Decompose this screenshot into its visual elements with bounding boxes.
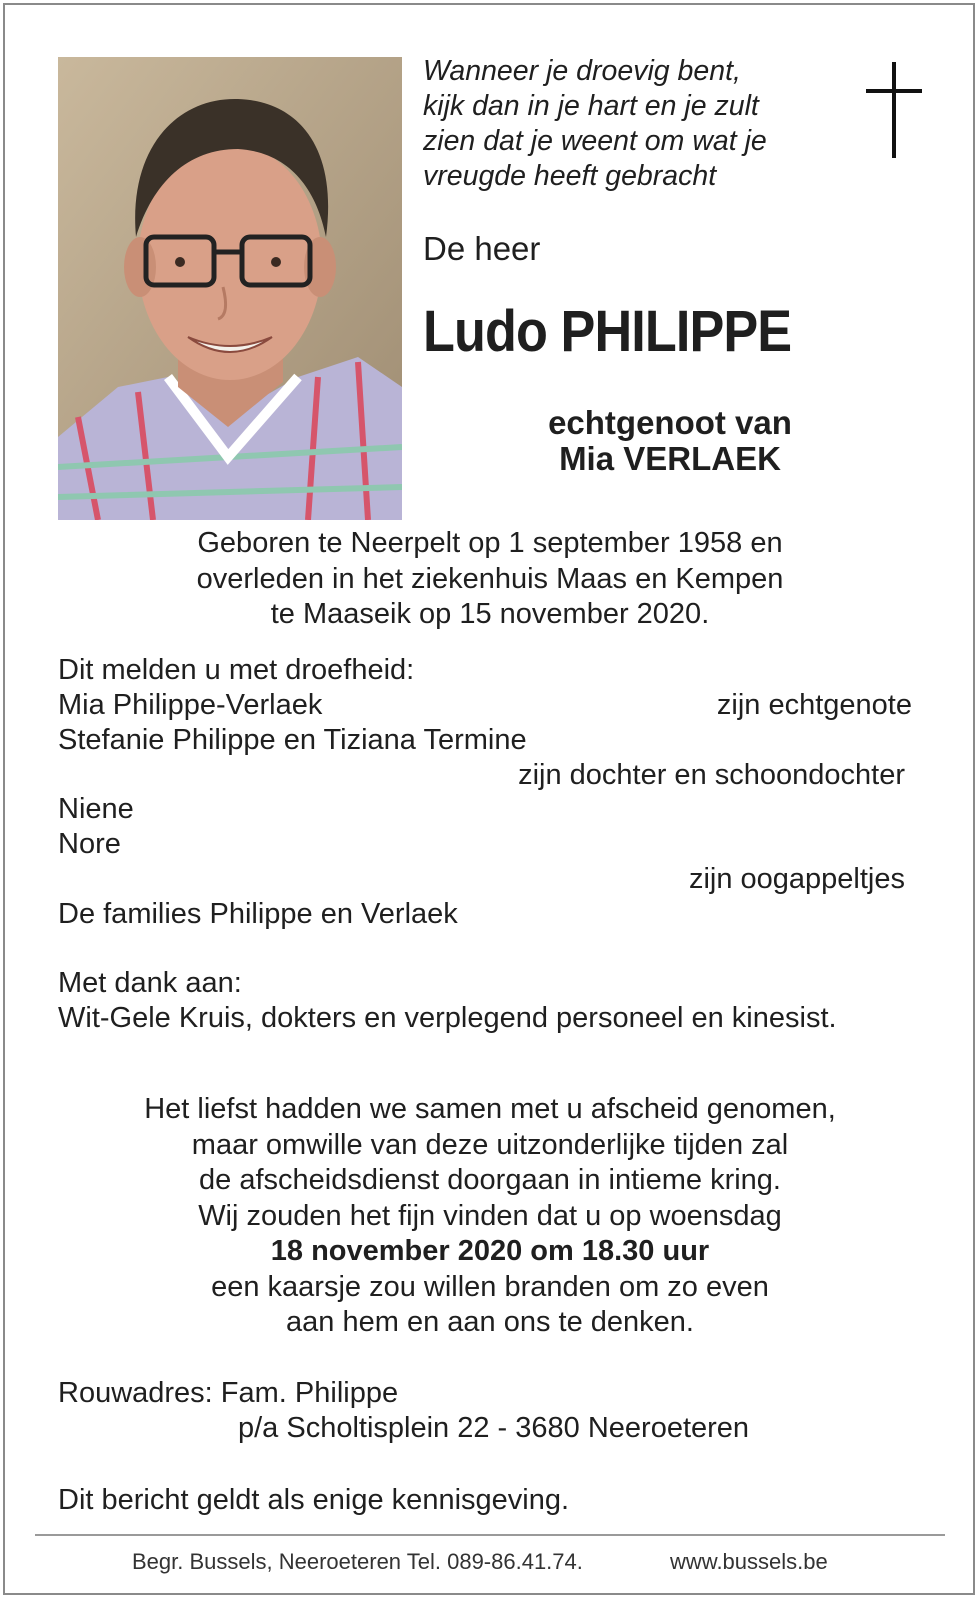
honorific: De heer	[423, 230, 541, 267]
undertaker-website: www.bussels.be	[670, 1549, 828, 1574]
mourner-grandchild: Niene	[58, 793, 134, 825]
portrait-photo	[58, 57, 402, 520]
footer-divider	[35, 1534, 945, 1536]
mourner-daughters-role: zijn dochter en schoondochter	[518, 759, 905, 791]
farewell-line: maar omwille van deze uitzonderlijke tijden zal	[191, 1128, 789, 1161]
mourner-grandchildren-role: zijn oogappeltjes	[688, 863, 905, 895]
farewell-line: aan hem en aan ons te denken.	[286, 1306, 694, 1338]
mourner-spouse-role: zijn echtgenote	[716, 689, 912, 721]
farewell-message	[90, 1092, 890, 1341]
farewell-date: 18 november 2020 om 18.30 uur	[270, 1235, 710, 1267]
mourner-families: De families Philippe en Verlaek	[58, 898, 458, 930]
undertaker-info: Begr. Bussels, Neeroeteren Tel. 089-86.41.74.	[132, 1549, 583, 1574]
farewell-line: een kaarsje zou willen branden om zo even	[211, 1270, 769, 1303]
address-street: p/a Scholtisplein 22 - 3680 Neeroeteren	[238, 1412, 750, 1444]
farewell-line: Wij zouden het fijn vinden dat u op woensdag	[198, 1199, 782, 1232]
spouse-name: Mia VERLAEK	[559, 440, 781, 477]
farewell-line: de afscheidsdienst doorgaan in intieme kring.	[199, 1164, 781, 1196]
spouse-relation: echtgenoot van	[548, 404, 792, 441]
mourner-grandchild: Nore	[58, 828, 121, 860]
poem-line: Wanneer je droevig bent,	[423, 55, 741, 87]
death-line: overleden in het ziekenhuis Maas en Kempen	[196, 562, 784, 595]
thanks-text: Wit-Gele Kruis, dokters en verplegend personeel en kinesist.	[58, 1002, 837, 1034]
mourner-spouse-name: Mia Philippe-Verlaek	[58, 689, 323, 721]
deceased-name: Ludo PHILIPPE	[423, 299, 792, 364]
mourners-intro: Dit melden u met droefheid:	[58, 654, 415, 686]
cross-icon	[866, 62, 922, 158]
poem	[423, 54, 843, 194]
thanks-intro: Met dank aan:	[58, 967, 242, 999]
farewell-line: Het liefst hadden we samen met u afscheid genomen,	[144, 1093, 836, 1125]
poem-line: zien dat je weent om wat je	[423, 125, 767, 157]
address-label: Rouwadres: Fam. Philippe	[58, 1377, 399, 1409]
birth-line: Geboren te Neerpelt op 1 september 1958 en	[197, 527, 783, 559]
poem-line: kijk dan in je hart en je zult	[423, 90, 759, 122]
mourner-daughters-names: Stefanie Philippe en Tiziana Termine	[58, 724, 527, 756]
birth-death-info	[90, 526, 890, 633]
notice-text: Dit bericht geldt als enige kennisgeving.	[58, 1484, 570, 1516]
spouse-info	[500, 405, 840, 477]
death-place-line: te Maaseik op 15 november 2020.	[270, 598, 710, 630]
poem-line: vreugde heeft gebracht	[423, 160, 717, 192]
